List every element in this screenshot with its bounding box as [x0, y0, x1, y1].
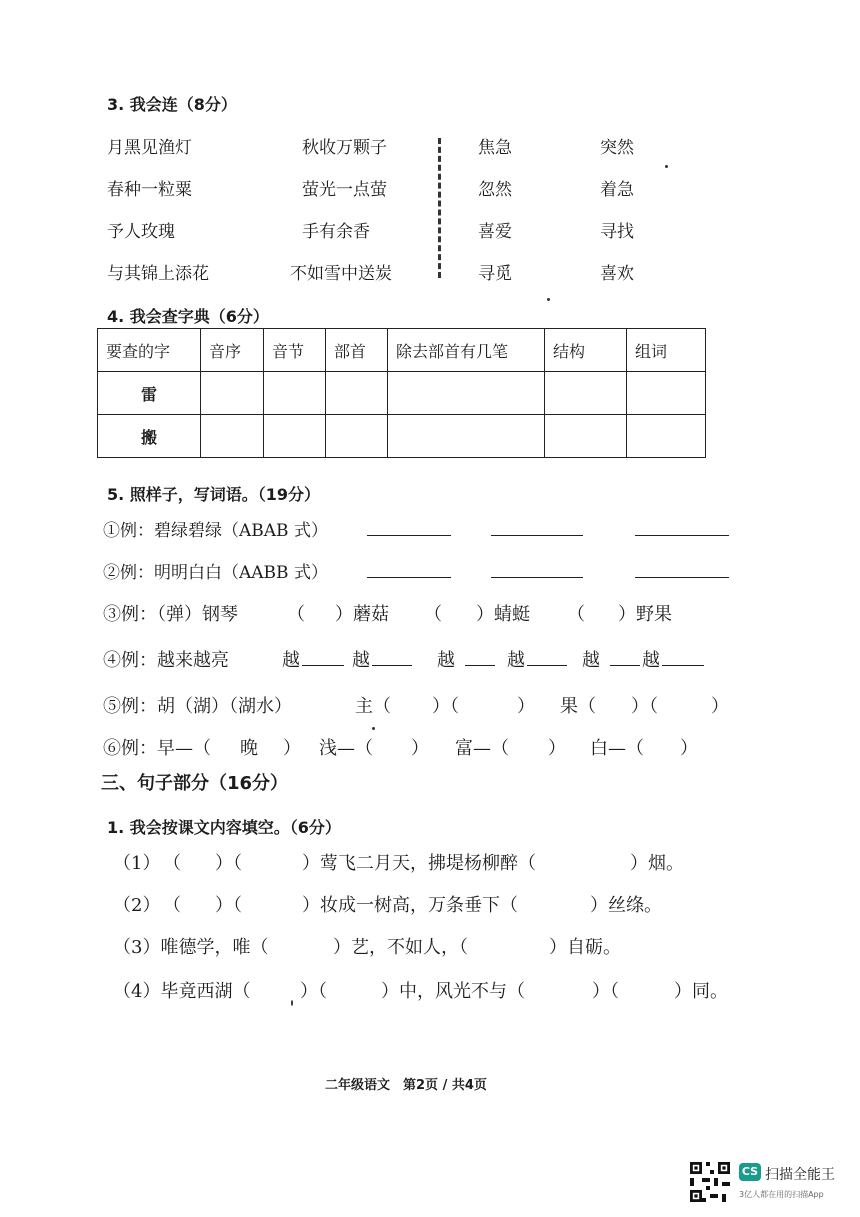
scanner-brand: 扫描全能王 [765, 1167, 835, 1183]
bracket: ）（ [215, 895, 242, 916]
answer-blank[interactable] [465, 665, 495, 666]
example-line-4: ④例：越来越亮 [103, 650, 229, 671]
question1-title: 1. 我会按课文内容填空。（6分） [107, 818, 341, 837]
bracket: ） [411, 738, 429, 759]
fill-item-text: （3）唯德学，唯（ [113, 937, 269, 958]
answer-blank[interactable] [367, 535, 451, 536]
table-header-cell: 部首 [326, 329, 388, 372]
fill-item-text: ）烟。 [630, 853, 684, 874]
fill-item-text: ）莺飞二月天，拂堤杨柳醉（ [302, 853, 536, 874]
bracket: （ [163, 853, 181, 874]
answer-blank[interactable] [302, 665, 344, 666]
answer-cell[interactable] [201, 372, 264, 415]
table-header-row [98, 329, 706, 372]
match-item: 手有余香 [302, 222, 370, 242]
answer-blank[interactable] [367, 577, 451, 578]
word-text: 浅—（ [319, 738, 373, 759]
column-divider [438, 138, 441, 278]
answer-cell[interactable] [201, 415, 264, 458]
match-item: 突然 [600, 138, 634, 158]
word-text: 富—（ [455, 738, 509, 759]
word-text: 越 [642, 650, 660, 671]
bracket: ）（ [631, 696, 658, 717]
match-item: 焦急 [478, 138, 512, 158]
match-item: 着急 [600, 180, 634, 200]
word-text: ）蘑菇 [335, 604, 389, 625]
bracket: （ [163, 895, 181, 916]
example-line-1: ①例：碧绿碧绿（ABAB 式） [103, 521, 328, 541]
answer-blank[interactable] [662, 665, 704, 666]
bracket: ） [517, 696, 535, 717]
fill-item-text: ）妆成一树高，万条垂下（ [302, 895, 518, 916]
fill-item-text: ）丝绦。 [590, 895, 662, 916]
table-char-cell: 雷 [98, 372, 201, 415]
part3-title: 三、句子部分（16分） [101, 773, 289, 794]
answer-cell[interactable] [326, 415, 388, 458]
fill-item-text: ）同。 [674, 981, 728, 1002]
bracket: （ [287, 604, 305, 625]
example-line-3: ③例：（弹）钢琴 [103, 604, 238, 625]
answer-cell[interactable] [388, 415, 545, 458]
fill-item-label: （2） [113, 895, 161, 916]
table-header-cell: 音序 [201, 329, 264, 372]
fill-item-text: ）（ [592, 981, 619, 1002]
match-item: 寻觅 [478, 264, 512, 284]
example-line-2: ②例：明明白白（AABB 式） [103, 563, 328, 583]
fill-item-text: ）中，风光不与（ [381, 981, 525, 1002]
answer-cell[interactable] [545, 415, 627, 458]
match-item: 月黑见渔灯 [107, 138, 192, 158]
example-line-6: ⑥例：早—（ [103, 738, 211, 759]
match-item: 萤光一点萤 [302, 180, 387, 200]
qr-code-icon [690, 1162, 730, 1202]
answer-blank[interactable] [491, 577, 583, 578]
bracket: ）（ [215, 853, 242, 874]
answer-cell[interactable] [627, 372, 706, 415]
bracket: ） [711, 696, 729, 717]
match-item: 喜爱 [478, 222, 512, 242]
word-text: 越 [582, 650, 600, 671]
scan-speck [665, 165, 668, 168]
scan-speck [291, 1000, 293, 1006]
table-header-cell: 要查的字 [98, 329, 201, 372]
word-text: 果（ [560, 696, 596, 717]
answer-blank[interactable] [491, 535, 583, 536]
match-item: 予人玫瑰 [107, 222, 175, 242]
answer-blank[interactable] [527, 665, 567, 666]
table-header-cell: 音节 [264, 329, 326, 372]
answer-cell[interactable] [545, 372, 627, 415]
table-row [98, 415, 706, 458]
answer-cell[interactable] [388, 372, 545, 415]
fill-item-text: ）自砺。 [549, 937, 621, 958]
section3-title: 3. 我会连（8分） [107, 95, 237, 114]
word-text: 晚 [240, 738, 258, 759]
scanner-slogan: 3亿人都在用的扫描App [739, 1190, 824, 1199]
bracket: （ [424, 604, 442, 625]
word-text: 越 [507, 650, 525, 671]
scan-speck [547, 298, 550, 301]
match-item: 寻找 [600, 222, 634, 242]
match-item: 与其锦上添花 [107, 264, 209, 284]
dictionary-table [97, 328, 706, 458]
table-header-cell: 结构 [545, 329, 627, 372]
word-text: 越 [352, 650, 370, 671]
answer-cell[interactable] [627, 415, 706, 458]
answer-blank[interactable] [635, 577, 729, 578]
answer-blank[interactable] [635, 535, 729, 536]
answer-cell[interactable] [326, 372, 388, 415]
bracket: ） [283, 738, 301, 759]
scan-speck [372, 727, 375, 730]
table-header-cell: 除去部首有几笔 [388, 329, 545, 372]
scanner-logo-icon: CS [739, 1163, 761, 1181]
bracket: ）（ [432, 696, 459, 717]
table-char-cell: 搬 [98, 415, 201, 458]
match-item: 喜欢 [600, 264, 634, 284]
word-text: 白—（ [590, 738, 644, 759]
fill-item-label: （1） [113, 853, 161, 874]
match-item: 春种一粒粟 [107, 180, 192, 200]
section4-title: 4. 我会查字典（6分） [107, 307, 269, 326]
word-text: ）野果 [618, 604, 672, 625]
answer-blank[interactable] [610, 665, 640, 666]
match-item: 秋收万颗子 [302, 138, 387, 158]
fill-item-text: ）（ [300, 981, 327, 1002]
answer-cell[interactable] [264, 415, 326, 458]
bracket: （ [567, 604, 585, 625]
example-line-5: ⑤例：胡（湖）（湖水） [103, 696, 292, 717]
fill-item-text: （4）毕竟西湖（ [113, 981, 251, 1002]
match-item: 不如雪中送炭 [290, 264, 392, 284]
bracket: ） [548, 738, 566, 759]
table-header-cell: 组词 [627, 329, 706, 372]
answer-blank[interactable] [372, 665, 412, 666]
match-item: 忽然 [478, 180, 512, 200]
section5-title: 5. 照样子，写词语。（19分） [107, 485, 321, 504]
word-text: 主（ [355, 696, 391, 717]
bracket: ） [680, 738, 698, 759]
word-text: 越 [437, 650, 455, 671]
answer-cell[interactable] [264, 372, 326, 415]
fill-item-text: ）艺，不如人，（ [333, 937, 468, 958]
word-text: 越 [282, 650, 300, 671]
page-footer: 二年级语文 第2页 / 共4页 [325, 1078, 487, 1093]
table-row [98, 372, 706, 415]
word-text: ）蜻蜓 [476, 604, 530, 625]
